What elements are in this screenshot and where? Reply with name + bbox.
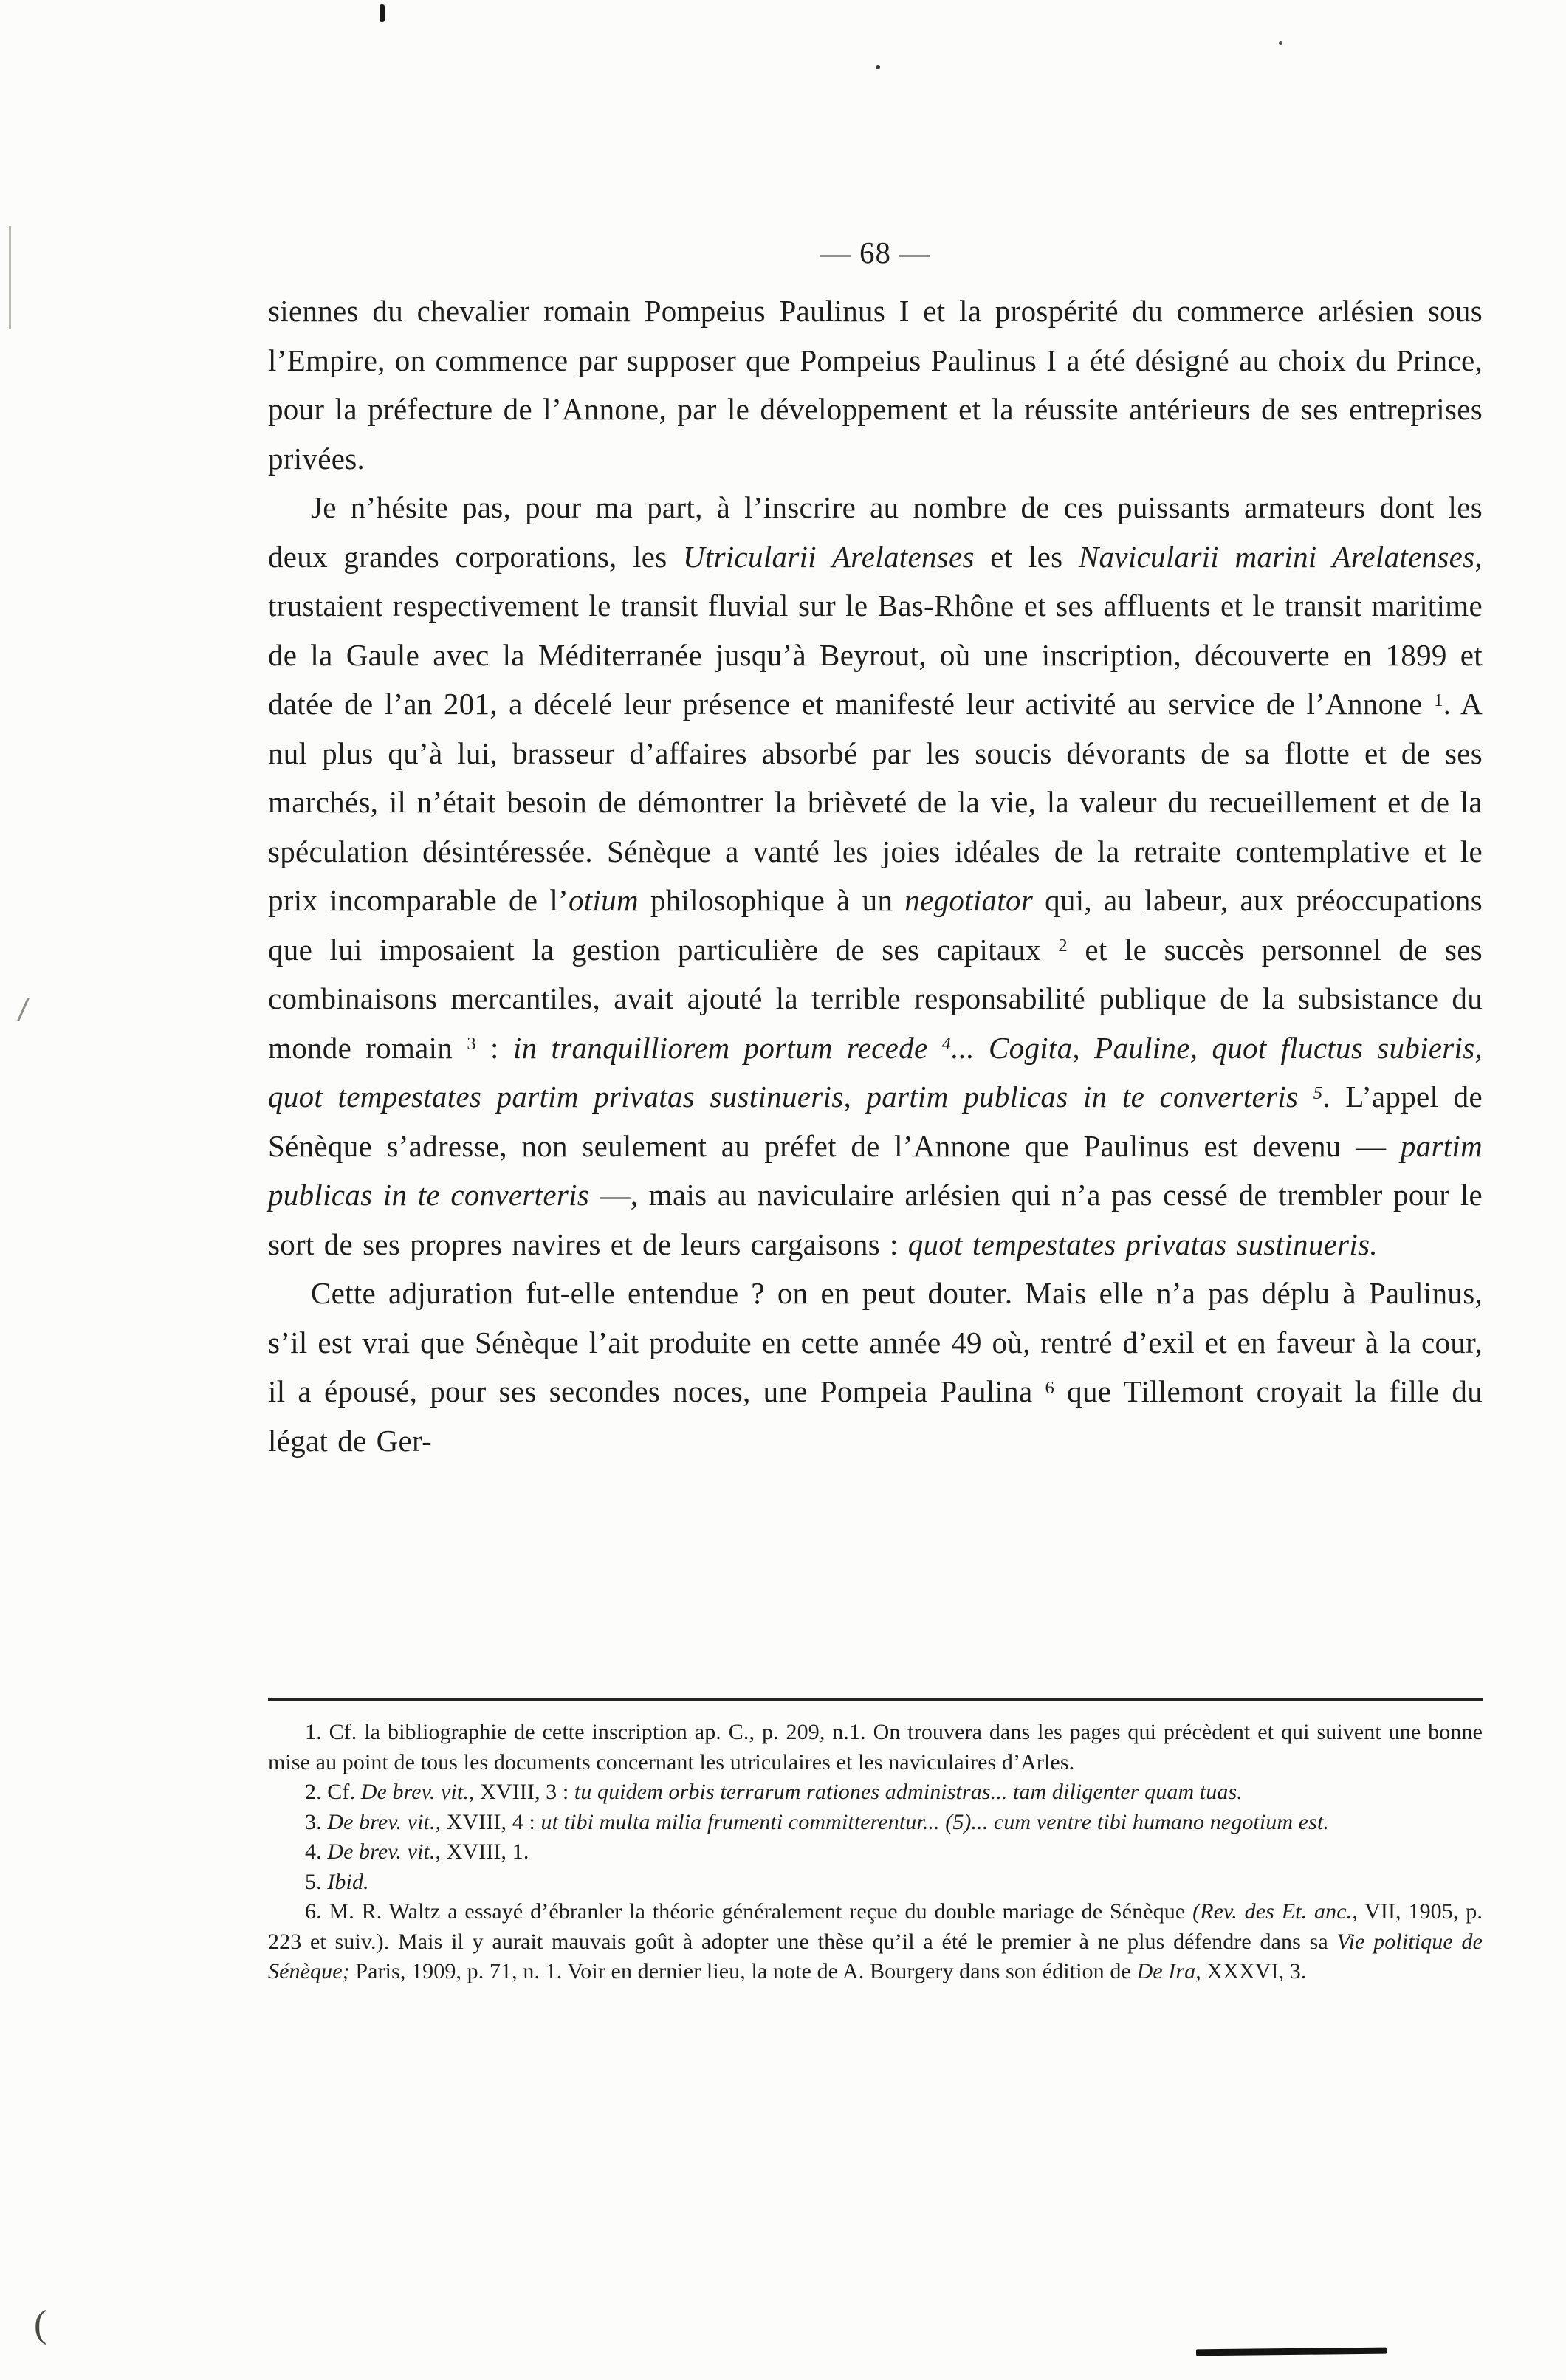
text-run: ut tibi multa milia frumenti committerentur... (5)... cum ventre tibi humano negotium est. bbox=[540, 1809, 1329, 1834]
text-run: —, mais au naviculaire arlésien qui n’a pas cessé de trembler pour le sort de ses propres navires et de leurs cargaisons : bbox=[268, 1178, 1483, 1261]
footnote-reference: 5 bbox=[1313, 1083, 1323, 1103]
footnote-reference: 6 bbox=[1045, 1377, 1055, 1398]
text-run: et le succès personnel de ses combinaisons mercantiles, avait ajouté la terrible responsabilité publique de la subsistance du monde romain bbox=[268, 932, 1483, 1065]
text-run: XXXVI, 3. bbox=[1201, 1959, 1307, 1983]
text-run: tu quidem orbis terrarum rationes administras... tam diligenter quam tuas. bbox=[574, 1780, 1243, 1804]
text-run: : bbox=[475, 1030, 513, 1065]
footnote bbox=[268, 1897, 1483, 1987]
footnote bbox=[268, 1837, 1483, 1868]
footnote-reference: 2 bbox=[1058, 936, 1068, 956]
text-run: Navicularii marini Arelatenses bbox=[1078, 539, 1475, 574]
text-run: De brev. vit., bbox=[360, 1780, 475, 1804]
text-run: Paris, 1909, p. 71, n. 1. Voir en dernier lieu, la note de A. Bourgery dans son édition de bbox=[349, 1959, 1137, 1983]
text-run: quot tempestates privatas sustinueris. bbox=[907, 1227, 1378, 1261]
text-run: 2. Cf. bbox=[305, 1780, 361, 1804]
text-run: 5. bbox=[305, 1869, 328, 1894]
paragraph bbox=[268, 1269, 1483, 1465]
text-run: Cette adjuration fut-elle entendue ? on en peut douter. Mais elle n’a pas déplu à Paulinus, s’il est vrai que Sénèque l’ait produite en cette année 49 où, rentré d’exil et en faveur à la cour, il a épousé, pour ses secondes noces, une Pompeia Paulina bbox=[268, 1276, 1483, 1408]
text-run: Utricularii Arelatenses bbox=[683, 539, 975, 574]
text-run: partim publicas in te converteris bbox=[268, 1128, 1483, 1212]
footnote-reference: 1 bbox=[1433, 690, 1443, 710]
text-run: Je n’hésite pas, pour ma part, à l’inscrire au nombre de ces puissants armateurs dont les deux grandes corporations, les bbox=[268, 490, 1483, 574]
footnote-separator bbox=[268, 1698, 1483, 1701]
paragraph bbox=[268, 287, 1483, 483]
text-run: qui, au labeur, aux préoccupations que lui imposaient la gestion particulière de ses capitaux bbox=[268, 883, 1483, 967]
text-run: negotiator bbox=[904, 883, 1034, 917]
text-run: 6. M. R. Waltz a essayé d’ébranler la théorie généralement reçue du double mariage de Sénèque bbox=[305, 1899, 1193, 1924]
text-run: XVIII, 4 : bbox=[441, 1809, 541, 1834]
text-run: De brev. vit., bbox=[327, 1839, 442, 1864]
footnote bbox=[268, 1868, 1483, 1898]
text-run: XVIII, 3 : bbox=[474, 1780, 574, 1804]
paragraph bbox=[268, 483, 1483, 1269]
scan-artifact-top-mark bbox=[380, 4, 385, 22]
text-run: De Ira, bbox=[1136, 1959, 1201, 1983]
text-run: De brev. vit., bbox=[327, 1809, 442, 1834]
scan-artifact-dot bbox=[1279, 41, 1282, 45]
text-run: 4. bbox=[305, 1839, 328, 1864]
text-run: , trustaient respectivement le transit fluvial sur le Bas-Rhône et ses affluents et le transit maritime de la Gaule avec la Méditerranée jusqu’à Beyrout, où une inscription, découverte en 1899 et datée de l’an 201, a décelé leur présence et manifesté leur activité au service de l’Annone bbox=[268, 539, 1483, 721]
text-run: siennes du chevalier romain Pompeius Paulinus I et la prospérité du commerce arlésien sous l’Empire, on commence par supposer que Pompeius Paulinus I a été désigné au choix du Prince, pour la préfecture de l’Annone, par le développement et la réussite antérieurs de ses entreprises privées. bbox=[268, 294, 1483, 476]
text-run: et les bbox=[974, 539, 1079, 574]
text-run: VII, 1905, p. 223 et suiv.). Mais il y aurait mauvais goût à adopter une thèse qu’il a été le premier à ne plus défendre dans sa bbox=[268, 1899, 1483, 1954]
text-run: . L’appel de Sénèque s’adresse, non seulement au préfet de l’Annone que Paulinus est devenu — bbox=[268, 1080, 1483, 1163]
text-run: ... Cogita, Pauline, quot fluctus subieris, quot tempestates partim privatas sustinueris, partim publicas in te converteris bbox=[268, 1030, 1483, 1114]
text-run: Ibid. bbox=[327, 1869, 369, 1894]
footnote bbox=[268, 1777, 1483, 1808]
scan-artifact-margin-line bbox=[9, 226, 11, 329]
footnotes bbox=[268, 1718, 1483, 1987]
text-run: otium bbox=[568, 883, 639, 917]
text-run: . A nul plus qu’à lui, brasseur d’affaires absorbé par les soucis dévorants de sa flotte et de ses marchés, il n’était besoin de démontrer la brièveté de la vie, la valeur du recueillement et de la spéculation désintéressée. Sénèque a vanté les joies idéales de la retraite contemplative et le prix incomparable de l’ bbox=[268, 687, 1483, 917]
scan-artifact-bottom-line bbox=[1196, 2348, 1387, 2356]
text-run: 1. Cf. la bibliographie de cette inscription ap. C., p. 209, n.1. On trouvera dans les pages qui précèdent et qui suivent une bonne mise au point de tous les documents concernant les utriculaires et les naviculaires d’Arles. bbox=[268, 1720, 1483, 1774]
footnote-reference: 3 bbox=[467, 1034, 476, 1054]
text-run: (Rev. des Et. anc., bbox=[1192, 1899, 1358, 1924]
text-run: in tranquilliorem portum recede bbox=[512, 1030, 942, 1065]
text-run: que Tillemont croyait la fille du légat de Ger- bbox=[268, 1374, 1483, 1458]
main-text bbox=[268, 287, 1483, 1465]
scan-artifact-margin-slash bbox=[17, 998, 30, 1021]
text-run: XVIII, 1. bbox=[441, 1839, 529, 1864]
text-run: philosophique à un bbox=[638, 883, 905, 917]
text-run: Vie politique de Sénèque; bbox=[268, 1929, 1483, 1983]
scan-artifact-dot bbox=[876, 65, 880, 69]
scan-artifact-parenthesis: ( bbox=[34, 2303, 47, 2345]
footnote-reference: 4 bbox=[941, 1034, 952, 1054]
footnote bbox=[268, 1808, 1483, 1838]
page-number: — 68 — bbox=[820, 236, 931, 270]
text-run: 3. bbox=[305, 1809, 328, 1834]
footnote bbox=[268, 1718, 1483, 1777]
